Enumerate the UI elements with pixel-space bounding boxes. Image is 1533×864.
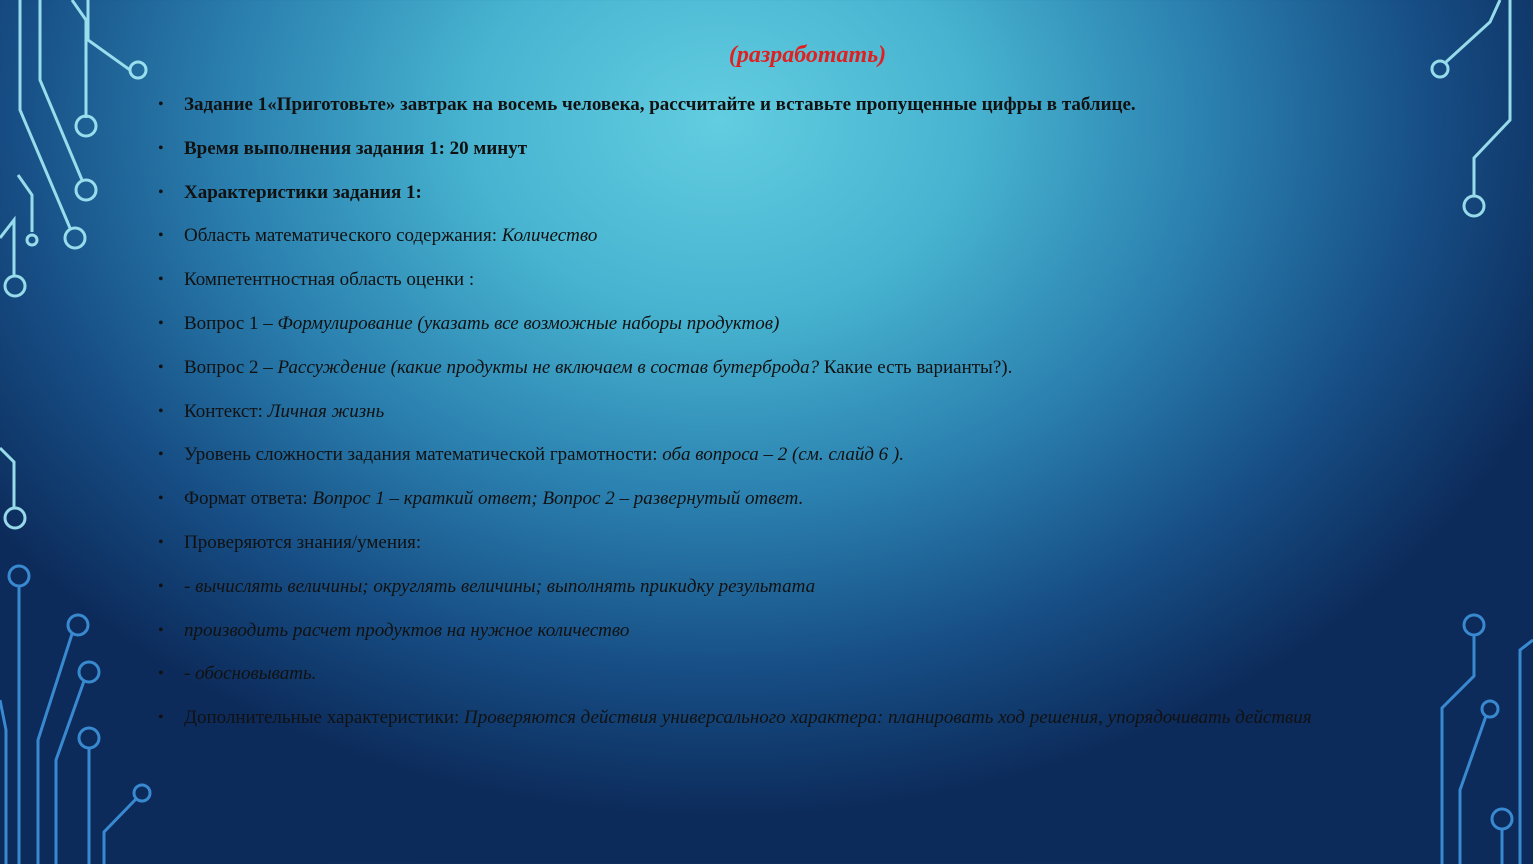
bullet-icon: •: [158, 96, 164, 113]
task-characteristics-heading: Характеристики задания 1:: [184, 181, 422, 203]
bullet-icon: •: [158, 446, 164, 464]
task-statement: Задание 1«Приготовьте» завтрак на восемь человека, рассчитайте и вставьте пропущенные цифры в таблице.: [184, 94, 1136, 115]
bullet-icon: •: [158, 183, 164, 201]
item-value: оба вопроса – 2 (см. слайд 6 ).: [662, 444, 905, 466]
list-item: [158, 699, 1458, 743]
task-time: Время выполнения задания 1: 20 минут: [184, 137, 528, 159]
bullet-icon: •: [158, 271, 164, 289]
item-value: Количество: [501, 225, 598, 247]
list-item: [158, 217, 1458, 261]
item-value: Личная жизнь: [267, 400, 385, 422]
item-value: - вычислять величины; округлять величины; выполнять прикидку результата: [184, 575, 816, 597]
list-item: [158, 436, 1458, 480]
item-text: Проверяются знания/умения:: [184, 531, 422, 553]
item-value: Формулирование (указать все возможные наборы продуктов): [277, 312, 780, 334]
bullet-icon: •: [158, 314, 164, 332]
item-value: - обосновывать.: [184, 663, 317, 685]
item-label: Область математического содержания:: [184, 225, 502, 247]
item-value: Проверяются действия универсального характера: планировать ход решения, упорядочивать действия: [464, 707, 1312, 729]
item-label: Формат ответа:: [184, 488, 313, 510]
item-value: Вопрос 1 – краткий ответ; Вопрос 2 – развернутый ответ.: [312, 488, 804, 510]
bullet-icon: •: [158, 621, 164, 639]
circuit-bottom-left: [0, 566, 150, 864]
list-item: [158, 568, 1458, 612]
item-value: Рассуждение (какие продукты не включаем в состав бутерброда?: [277, 356, 820, 378]
bullet-icon: •: [158, 577, 164, 595]
circuit-top-left: [0, 0, 146, 528]
item-value: производить расчет продуктов на нужное количество: [184, 619, 630, 641]
bullet-icon: •: [158, 533, 164, 551]
item-label: Дополнительные характеристики:: [184, 707, 465, 729]
bullet-icon: •: [158, 490, 164, 508]
bullet-icon: •: [158, 139, 164, 157]
list-item: [158, 305, 1458, 349]
item-label: Вопрос 1 –: [184, 312, 278, 334]
list-item: [158, 480, 1458, 524]
bullet-icon: •: [158, 227, 164, 245]
item-label: Контекст:: [184, 400, 268, 422]
bullet-icon: •: [158, 402, 164, 420]
list-item: [158, 130, 1458, 174]
bullet-icon: •: [158, 358, 164, 376]
list-item: [158, 261, 1458, 305]
item-tail: Какие есть варианты?).: [819, 356, 1013, 378]
list-item: [158, 524, 1458, 568]
item-label: Уровень сложности задания математической грамотности:: [184, 444, 663, 466]
bullet-icon: •: [158, 665, 164, 683]
item-text: Компетентностная область оценки :: [184, 269, 475, 291]
list-item: [158, 86, 1458, 130]
list-item: [158, 612, 1458, 656]
list-item: [158, 393, 1458, 437]
slide-title: (разработать): [728, 42, 887, 68]
item-label: Вопрос 2 –: [184, 356, 278, 378]
list-item: [158, 655, 1458, 699]
list-item: [158, 174, 1458, 218]
bullet-icon: •: [158, 709, 164, 727]
list-item: [158, 349, 1458, 393]
bullet-list: [158, 86, 1458, 743]
